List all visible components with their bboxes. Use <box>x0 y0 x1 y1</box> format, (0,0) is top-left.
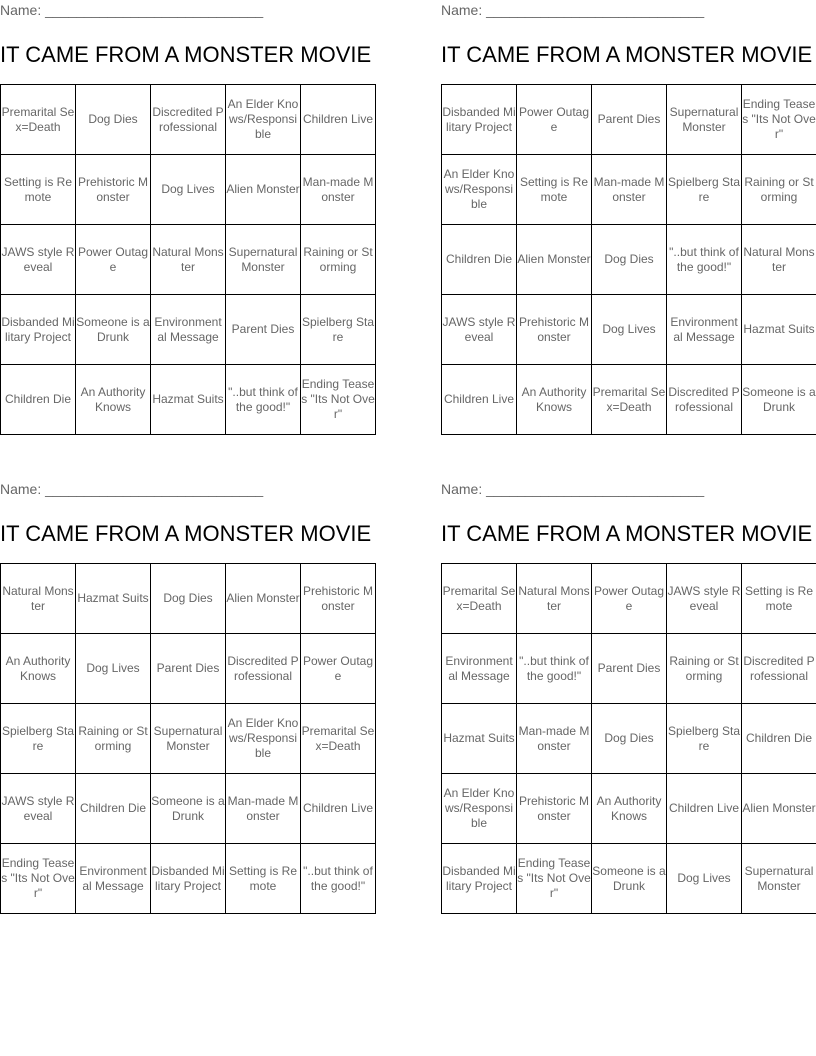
grid-row <box>442 85 816 155</box>
card-title: IT CAME FROM A MONSTER MOVIE <box>441 521 813 546</box>
bingo-cell: Premarital Sex=Death <box>1 85 76 155</box>
grid-row <box>442 704 816 774</box>
grid-row <box>442 564 816 634</box>
bingo-cell: Raining or Storming <box>76 704 151 774</box>
bingo-card-4 <box>441 479 816 914</box>
bingo-cell: Man-made Monster <box>592 155 667 225</box>
bingo-cell: Prehistoric Monster <box>76 155 151 225</box>
bingo-cell: An Authority Knows <box>1 634 76 704</box>
bingo-cell: Premarital Sex=Death <box>592 365 667 435</box>
bingo-cell: Power Outage <box>592 564 667 634</box>
bingo-cell: Power Outage <box>517 85 592 155</box>
bingo-cell: Someone is a Drunk <box>76 295 151 365</box>
bingo-cell: JAWS style Reveal <box>442 295 517 365</box>
bingo-cell: An Authority Knows <box>76 365 151 435</box>
bingo-cell: Setting is Remote <box>517 155 592 225</box>
bingo-cell: Alien Monster <box>517 225 592 295</box>
grid-row <box>1 634 376 704</box>
grid-row <box>442 634 816 704</box>
grid-row <box>442 365 816 435</box>
bingo-cell: Dog Lives <box>667 844 742 914</box>
bingo-cell: An Elder Knows/Responsible <box>442 774 517 844</box>
bingo-cell: Ending Teases "Its Not Over" <box>301 365 376 435</box>
bingo-cell: Parent Dies <box>592 634 667 704</box>
bingo-cell: Prehistoric Monster <box>301 564 376 634</box>
bingo-cell: Children Live <box>301 85 376 155</box>
bingo-cell: Man-made Monster <box>226 774 301 844</box>
bingo-cell: Setting is Remote <box>1 155 76 225</box>
grid-row <box>1 85 376 155</box>
bingo-cell: Hazmat Suits <box>742 295 816 365</box>
bingo-cell: Natural Monster <box>517 564 592 634</box>
bingo-cell: Hazmat Suits <box>442 704 517 774</box>
bingo-grid <box>0 84 376 435</box>
bingo-cell: Discredited Professional <box>742 634 816 704</box>
bingo-card-2 <box>441 0 816 435</box>
bingo-cell: Supernatural Monster <box>742 844 816 914</box>
bingo-cell: Someone is a Drunk <box>742 365 816 435</box>
bingo-cell: Children Die <box>76 774 151 844</box>
bingo-cell: "..but think of the good!" <box>226 365 301 435</box>
bingo-cell: Premarital Sex=Death <box>442 564 517 634</box>
bingo-grid <box>441 563 816 914</box>
bingo-cell: Spielberg Stare <box>1 704 76 774</box>
bingo-cell: Supernatural Monster <box>667 85 742 155</box>
bingo-cell: JAWS style Reveal <box>667 564 742 634</box>
bingo-cell: Parent Dies <box>151 634 226 704</box>
bingo-cell: An Elder Knows/Responsible <box>226 704 301 774</box>
bingo-cell: Children Die <box>742 704 816 774</box>
grid-row <box>1 704 376 774</box>
bingo-cell: Premarital Sex=Death <box>301 704 376 774</box>
bingo-cell: Natural Monster <box>151 225 226 295</box>
bingo-cell: Raining or Storming <box>742 155 816 225</box>
bingo-cell: Hazmat Suits <box>76 564 151 634</box>
bingo-cell: Power Outage <box>301 634 376 704</box>
bingo-cell: Power Outage <box>76 225 151 295</box>
bingo-cell: Dog Dies <box>76 85 151 155</box>
bingo-cell: An Elder Knows/Responsible <box>442 155 517 225</box>
bingo-cell: Children Die <box>1 365 76 435</box>
bingo-cell: Environmental Message <box>76 844 151 914</box>
card-title: IT CAME FROM A MONSTER MOVIE <box>441 42 813 67</box>
bingo-cell: Someone is a Drunk <box>151 774 226 844</box>
bingo-cell: Prehistoric Monster <box>517 295 592 365</box>
bingo-cell: Dog Lives <box>151 155 226 225</box>
grid-row <box>1 564 376 634</box>
bingo-cell: Raining or Storming <box>667 634 742 704</box>
grid-row <box>1 365 376 435</box>
bingo-cell: Disbanded Military Project <box>442 844 517 914</box>
bingo-cell: Children Live <box>667 774 742 844</box>
bingo-grid <box>0 563 376 914</box>
bingo-cell: Disbanded Military Project <box>151 844 226 914</box>
bingo-cell: Alien Monster <box>742 774 816 844</box>
card-title: IT CAME FROM A MONSTER MOVIE <box>0 42 372 67</box>
grid-row <box>442 774 816 844</box>
bingo-cell: Children Die <box>442 225 517 295</box>
grid-row <box>442 295 816 365</box>
bingo-cell: Supernatural Monster <box>226 225 301 295</box>
bingo-cell: Alien Monster <box>226 564 301 634</box>
bingo-cell: Discredited Professional <box>226 634 301 704</box>
bingo-cell: Raining or Storming <box>301 225 376 295</box>
grid-row <box>1 295 376 365</box>
bingo-cell: Spielberg Stare <box>667 704 742 774</box>
bingo-cell: Supernatural Monster <box>151 704 226 774</box>
bingo-cell: Natural Monster <box>1 564 76 634</box>
bingo-cell: Someone is a Drunk <box>592 844 667 914</box>
bingo-cell: Dog Dies <box>592 225 667 295</box>
bingo-cell: Man-made Monster <box>301 155 376 225</box>
bingo-card-3 <box>0 479 376 914</box>
grid-row <box>1 774 376 844</box>
name-label: Name: ____________________________ <box>441 481 705 497</box>
grid-row <box>1 225 376 295</box>
bingo-cell: An Elder Knows/Responsible <box>226 85 301 155</box>
bingo-cell: JAWS style Reveal <box>1 225 76 295</box>
bingo-cell: Discredited Professional <box>667 365 742 435</box>
bingo-cell: Ending Teases "Its Not Over" <box>742 85 816 155</box>
name-label: Name: ____________________________ <box>0 2 264 18</box>
bingo-cell: Parent Dies <box>226 295 301 365</box>
bingo-cell: "..but think of the good!" <box>667 225 742 295</box>
bingo-cell: Parent Dies <box>592 85 667 155</box>
bingo-cell: Ending Teases "Its Not Over" <box>517 844 592 914</box>
grid-row <box>442 844 816 914</box>
name-label: Name: ____________________________ <box>441 2 705 18</box>
bingo-cell: Dog Lives <box>76 634 151 704</box>
card-title: IT CAME FROM A MONSTER MOVIE <box>0 521 372 546</box>
bingo-cell: Hazmat Suits <box>151 365 226 435</box>
name-label: Name: ____________________________ <box>0 481 264 497</box>
bingo-grid <box>441 84 816 435</box>
grid-row <box>1 844 376 914</box>
bingo-cell: Setting is Remote <box>742 564 816 634</box>
bingo-cell: Disbanded Military Project <box>442 85 517 155</box>
bingo-cell: Spielberg Stare <box>301 295 376 365</box>
bingo-cell: Discredited Professional <box>151 85 226 155</box>
bingo-cell: Environmental Message <box>442 634 517 704</box>
bingo-cell: "..but think of the good!" <box>517 634 592 704</box>
bingo-cell: Spielberg Stare <box>667 155 742 225</box>
bingo-cell: An Authority Knows <box>592 774 667 844</box>
bingo-cell: Alien Monster <box>226 155 301 225</box>
bingo-card-1 <box>0 0 376 435</box>
bingo-cell: Environmental Message <box>151 295 226 365</box>
bingo-cell: Children Live <box>442 365 517 435</box>
bingo-cell: Ending Teases "Its Not Over" <box>1 844 76 914</box>
bingo-cell: Dog Dies <box>592 704 667 774</box>
bingo-cell: Man-made Monster <box>517 704 592 774</box>
bingo-cell: Setting is Remote <box>226 844 301 914</box>
bingo-cell: Prehistoric Monster <box>517 774 592 844</box>
bingo-cell: An Authority Knows <box>517 365 592 435</box>
bingo-cell: Environmental Message <box>667 295 742 365</box>
bingo-cell: Natural Monster <box>742 225 816 295</box>
bingo-cell: Children Live <box>301 774 376 844</box>
grid-row <box>1 155 376 225</box>
bingo-cell: Dog Lives <box>592 295 667 365</box>
bingo-cell: Dog Dies <box>151 564 226 634</box>
bingo-cell: "..but think of the good!" <box>301 844 376 914</box>
bingo-cell: JAWS style Reveal <box>1 774 76 844</box>
grid-row <box>442 225 816 295</box>
bingo-cell: Disbanded Military Project <box>1 295 76 365</box>
grid-row <box>442 155 816 225</box>
